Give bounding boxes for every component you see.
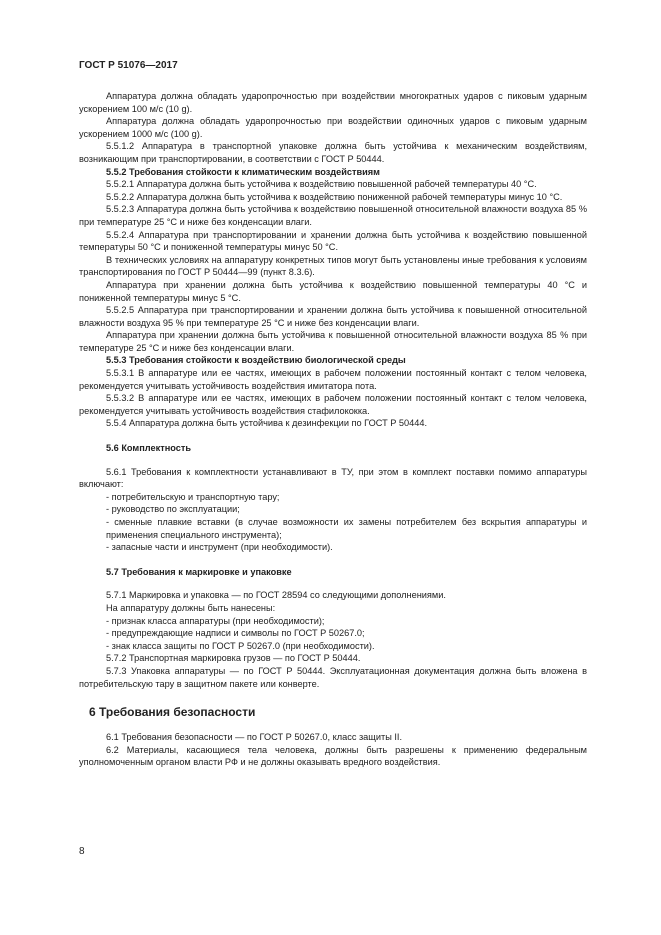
paragraph: Аппаратура при хранении должна быть устойчива к воздействию повышенной температуры 40 °С и пониженной температуры минус 5 °С. [79, 279, 587, 303]
paragraph: 5.5.1.2 Аппаратура в транспортной упаковке должна быть устойчива к механическим воздействиям, возникающим при транспортировании, в соответствии с ГОСТ Р 50444. [79, 141, 587, 164]
list-item: - признак класса аппаратуры (при необходимости); [106, 615, 325, 626]
section-heading-5-5-2: 5.5.2 Требования стойкости к климатическим воздействиям [106, 166, 380, 177]
list-item: - запасные части и инструмент (при необходимости). [106, 542, 333, 553]
paragraph: 5.5.2.2 Аппаратура должна быть устойчива к воздействию пониженной рабочей температуры минус 10 °С. [106, 191, 563, 202]
paragraph: 5.5.2.4 Аппаратура при транспортировании и хранении должна быть устойчива к воздействию повышенной температуры 50 °С и пониженной температуры минус 50 °С. [79, 229, 587, 253]
page-body [79, 90, 587, 769]
paragraph: 5.5.2.3 Аппаратура должна быть устойчива к воздействию повышенной относительной влажности воздуха 85 % при температуре 25 °С и ниже без конденсации влаги. [79, 204, 587, 227]
list-item: - сменные плавкие вставки (в случае возможности их замены потребителем без вскрытия аппаратуры и применения специального инструмента); [106, 517, 587, 540]
document-header: ГОСТ Р 51076—2017 [79, 60, 178, 71]
paragraph: 6.2 Материалы, касающиеся тела человека, должны быть разрешены к применению федеральным уполномоченным органом власти РФ и не должны оказывать вредного воздействия. [79, 744, 587, 768]
paragraph: 6.1 Требования безопасности — по ГОСТ Р 50267.0, класс защиты II. [106, 732, 403, 743]
paragraph: 5.6.1 Требования к комплектности устанавливают в ТУ, при этом в комплект поставки помимо аппаратуры включают: [79, 466, 587, 490]
list-item: - предупреждающие надписи и символы по ГОСТ Р 50267.0; [106, 628, 365, 639]
paragraph: 5.7.3 Упаковка аппаратуры — по ГОСТ Р 50444. Эксплуатационная документация должна быть вложена в потребительскую тару в защитном пакете или конверте. [79, 665, 587, 689]
paragraph: В технических условиях на аппаратуру конкретных типов могут быть установлены иные требования к условиям транспортирования по ГОСТ Р 50444—99 (пункт 8.3.6). [79, 254, 587, 278]
paragraph: 5.5.3.2 В аппаратуре или ее частях, имеющих в рабочем положении постоянный контакт с телом человека, рекомендуется учитывать устойчивость воздействия стафилококка. [79, 393, 587, 416]
paragraph: На аппаратуру должны быть нанесены: [106, 602, 276, 613]
list-item: - руководство по эксплуатации; [106, 504, 240, 515]
paragraph: 5.7.2 Транспортная маркировка грузов — по ГОСТ Р 50444. [106, 653, 361, 664]
section-heading-5-6: 5.6 Комплектность [106, 443, 191, 454]
page-number: 8 [79, 846, 85, 857]
paragraph: 5.5.2.5 Аппаратура при транспортировании и хранении должна быть устойчива к повышенной относительной влажности воздуха 95 % при температуре 25 °С и ниже без конденсации влаги. [79, 305, 587, 328]
paragraph: 5.7.1 Маркировка и упаковка — по ГОСТ 28594 со следующими дополнениями. [106, 590, 446, 601]
paragraph: 5.5.2.1 Аппаратура должна быть устойчива к воздействию повышенной рабочей температуры 40 °С. [106, 179, 537, 190]
section-heading-5-7: 5.7 Требования к маркировке и упаковке [106, 566, 292, 577]
paragraph: Аппаратура должна обладать ударопрочностью при воздействии многократных ударов с пиковым ударным ускорением 100 м/с (10 g). [79, 91, 587, 114]
list-item: - потребительскую и транспортную тару; [106, 491, 280, 502]
list-item: - знак класса защиты по ГОСТ Р 50267.0 (при необходимости). [106, 640, 375, 651]
paragraph: 5.5.4 Аппаратура должна быть устойчива к дезинфекции по ГОСТ Р 50444. [106, 418, 428, 429]
paragraph: 5.5.3.1 В аппаратуре или ее частях, имеющих в рабочем положении постоянный контакт с телом человека, рекомендуется учитывать устойчивость воздействия имитатора пота. [79, 368, 587, 391]
paragraph: Аппаратура при хранении должна быть устойчива к повышенной относительной влажности воздуха 85 % при температуре 25 °С и ниже без конденсации влаги. [79, 330, 587, 353]
chapter-heading-6: 6 Требования безопасности [89, 705, 256, 720]
section-heading-5-5-3: 5.5.3 Требования стойкости к воздействию биологической среды [106, 355, 406, 366]
paragraph: Аппаратура должна обладать ударопрочностью при воздействии одиночных ударов с пиковым ударным ускорением 1000 м/с (100 g). [79, 116, 587, 139]
